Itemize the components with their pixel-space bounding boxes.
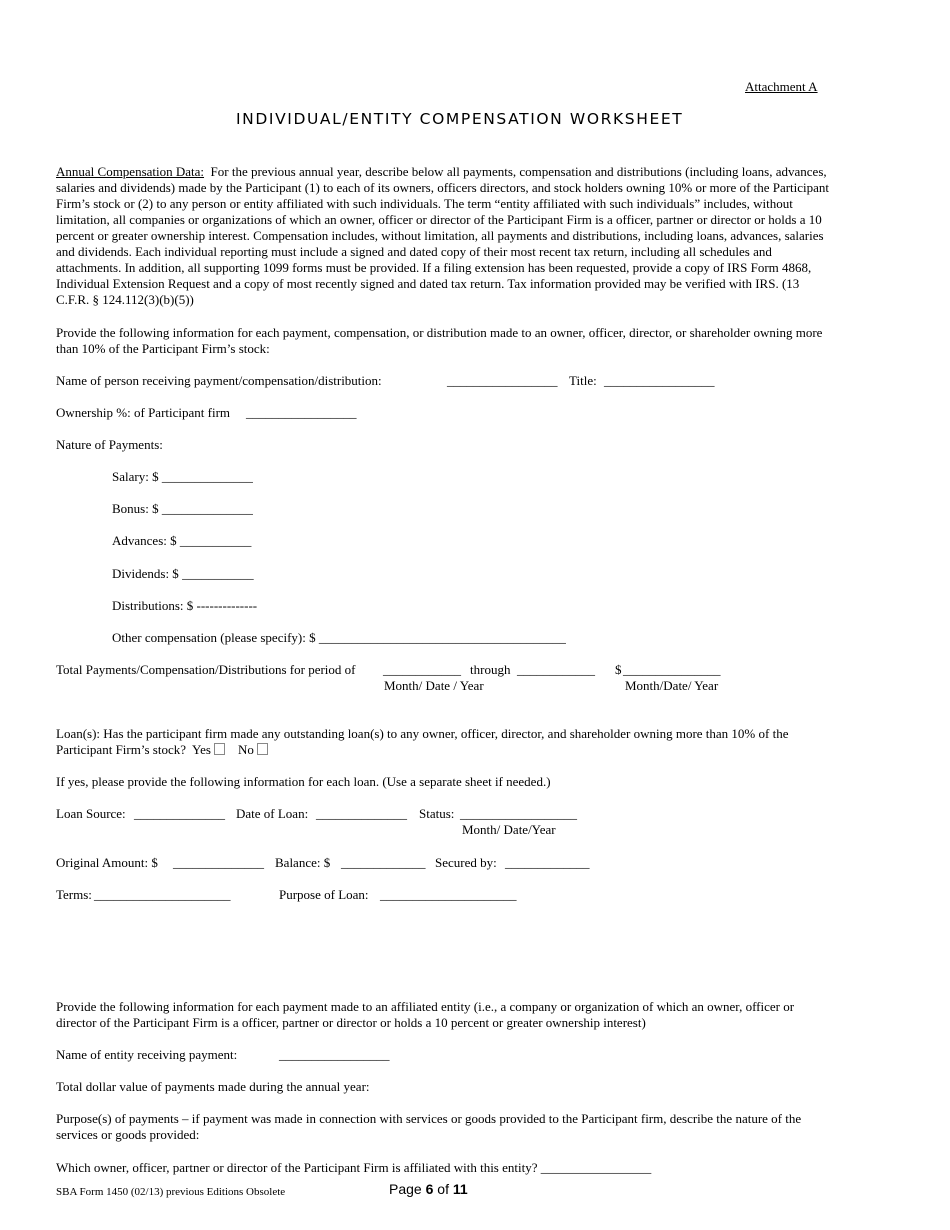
distributions-field[interactable]: -------------- [196, 598, 258, 613]
recipient-title-label: Title: [569, 373, 597, 388]
attachment-label: Attachment A [745, 79, 818, 94]
form-identifier: SBA Form 1450 (02/13) previous Editions Obsolete [56, 1186, 286, 1198]
period-from-caption: Month/ Date / Year [384, 678, 484, 693]
recipient-name-label: Name of person receiving payment/compensation/distribution: [56, 373, 382, 388]
other-compensation-label: Other compensation (please specify): $ [112, 630, 316, 645]
total-dollar-value-label: Total dollar value of payments made during the annual year: [56, 1079, 370, 1094]
terms-label: Terms: [56, 887, 92, 902]
affiliated-owner-field[interactable]: _________________ [540, 1160, 652, 1175]
distributions-label: Distributions: $ [112, 598, 194, 613]
yes-checkbox[interactable] [214, 743, 225, 755]
entity-name-field[interactable]: _________________ [279, 1047, 390, 1062]
section1-instruction: Provide the following information for each payment, compensation, or distribution made to an owner, officer, director, or shareholder owning more than 10% of the Participant Firm’s stock: [56, 325, 823, 356]
secured-by-label: Secured by: [435, 855, 497, 870]
original-amount-label: Original Amount: $ [56, 855, 158, 870]
intro-heading: Annual Compensation Data: [56, 164, 205, 179]
balance-field[interactable]: _____________ [341, 855, 426, 870]
section2-instruction: Provide the following information for each payment made to an affiliated entity (i.e., a company or organization of which an owner, officer or director of the Participant Firm is a officer, partner or director or holds a 10 percent or greater ownership interest) [56, 999, 795, 1030]
original-amount-field[interactable]: ______________ [173, 855, 264, 870]
loan-status-field[interactable]: __________________ [460, 806, 577, 821]
loan-purpose-field[interactable]: _____________________ [380, 887, 517, 902]
balance-label: Balance: $ [275, 855, 331, 870]
salary-row [112, 469, 253, 485]
ownership-field[interactable]: _________________ [246, 405, 357, 420]
if-yes-instruction: If yes, please provide the following information for each loan. (Use a separate sheet if needed.) [56, 774, 551, 789]
salary-field[interactable]: ______________ [161, 469, 253, 484]
dividends-field[interactable]: ___________ [182, 566, 254, 581]
advances-label: Advances: $ [112, 533, 177, 548]
affiliated-owner-row [56, 1160, 651, 1176]
dividends-row [112, 566, 254, 582]
recipient-title-field[interactable]: _________________ [604, 373, 715, 388]
other-compensation-row [112, 630, 566, 646]
advances-field[interactable]: ___________ [179, 533, 252, 548]
recipient-name-field[interactable]: _________________ [447, 373, 558, 388]
entity-name-label: Name of entity receiving payment: [56, 1047, 238, 1062]
bonus-field[interactable]: ______________ [161, 501, 253, 516]
loan-date-label: Date of Loan: [236, 806, 309, 821]
total-amount-field[interactable]: _______________ [623, 662, 721, 677]
loans-question: Loan(s): Has the participant firm made any outstanding loan(s) to any owner, officer, director, and shareholder owning more than 10% of the Participant Firm’s stock? Yes No [56, 726, 789, 757]
no-checkbox[interactable] [257, 743, 268, 755]
page-title: INDIVIDUAL/ENTITY COMPENSATION WORKSHEET [236, 110, 684, 128]
loan-status-caption: Month/ Date/Year [462, 822, 556, 837]
period-to-caption: Month/Date/ Year [625, 678, 719, 693]
other-compensation-field[interactable]: ______________________________________ [318, 630, 566, 645]
total-period-label: Total Payments/Compensation/Distributions for period of [56, 662, 356, 677]
loan-source-label: Loan Source: [56, 806, 126, 821]
loan-status-label: Status: [419, 806, 455, 821]
loan-purpose-label: Purpose of Loan: [279, 887, 369, 902]
secured-by-field[interactable]: _____________ [505, 855, 590, 870]
advances-row [112, 533, 251, 549]
period-from-field[interactable]: ____________ [383, 662, 461, 677]
no-label: No [237, 742, 254, 757]
salary-label: Salary: $ [112, 469, 159, 484]
bonus-label: Bonus: $ [112, 501, 159, 516]
page-number: Page 6 of 11 [389, 1181, 468, 1197]
yes-label: Yes [192, 742, 211, 757]
bonus-row [112, 501, 253, 517]
payment-purpose-label: Purpose(s) of payments – if payment was made in connection with services or goods provided to the Participant firm, describe the nature of the services or goods provided: [56, 1111, 802, 1142]
affiliated-owner-label: Which owner, officer, partner or director of the Participant Firm is affiliated with this entity? [56, 1160, 538, 1175]
distributions-row [112, 598, 257, 614]
nature-of-payments-label: Nature of Payments: [56, 437, 163, 452]
terms-field[interactable]: _____________________ [94, 887, 231, 902]
period-to-field[interactable]: ____________ [517, 662, 595, 677]
total-dollar-sign: $ [615, 662, 622, 677]
ownership-label: Ownership %: of Participant firm [56, 405, 231, 420]
loan-source-field[interactable]: ______________ [134, 806, 225, 821]
intro-paragraph: Annual Compensation Data: For the previous annual year, describe below all payments, compensation and distributions (including loans, advances, salaries and dividends) made by the Participant (1) to each of its owners, officers directors, and stock holders owning 10% or more of the Participant Firm’s stock or (2) to any person or entity affiliated with such individuals. The term “entity affiliated with such individuals” includes, without limitation, all companies or organizations of which an owner, officer or director of the Participant Firm is a officer, partner or director or holds a 10 percent or greater ownership interest. Compensation includes, without limitation, all payments and distributions, including loans, advances, salaries and dividends. Each individual reporting must include a signed and dated copy of their most recent tax return, including all schedules and attachments. In addition, all supporting 1099 forms must be provided. If a filing extension has been requested, provide a copy of IRS Form 4868, Individual Extension Request and a copy of most recently signed and dated tax return. Tax information provided may be verified with IRS. (13 C.F.R. § 124.112(3)(b)(5)) [56, 164, 830, 307]
dividends-label: Dividends: $ [112, 566, 179, 581]
through-label: through [470, 662, 511, 677]
loan-date-field[interactable]: ______________ [316, 806, 407, 821]
